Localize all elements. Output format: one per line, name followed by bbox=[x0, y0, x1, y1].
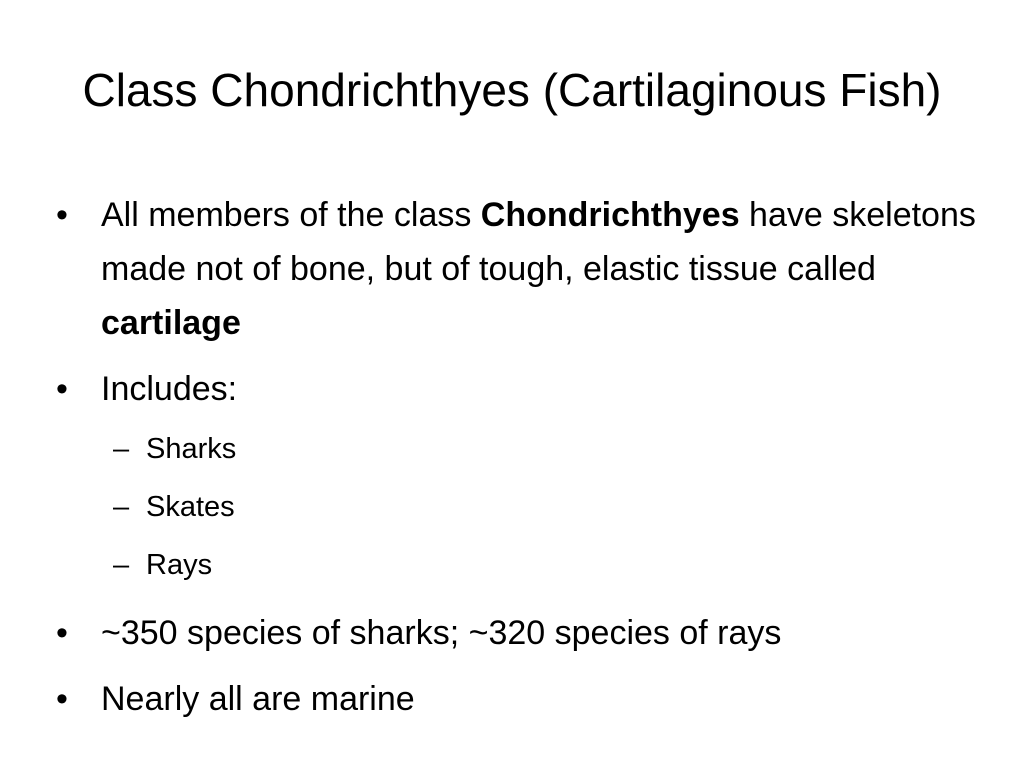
bullet-item-includes bbox=[56, 362, 976, 416]
sub-item-label: Skates bbox=[146, 491, 235, 523]
bullet-text-pre: All members of the class bbox=[101, 196, 481, 234]
bullet-text-species: ~350 species of sharks; ~320 species of rays bbox=[101, 614, 782, 652]
bullet-text-includes: Includes: bbox=[101, 370, 238, 408]
bullet-text-marine: Nearly all are marine bbox=[101, 680, 415, 718]
bullet-icon bbox=[56, 672, 86, 726]
bullet-item-species bbox=[56, 606, 976, 660]
dash-icon bbox=[113, 478, 129, 536]
sub-list bbox=[56, 420, 976, 594]
bullet-text-mid: have skeletons made not of bone, but of tough, elastic tissue called bbox=[101, 196, 976, 288]
sub-item-label: Sharks bbox=[146, 433, 237, 465]
bullet-icon bbox=[56, 362, 86, 416]
bullet-item-marine bbox=[56, 672, 976, 726]
sub-item-rays bbox=[56, 536, 976, 594]
bullet-item-cartilage bbox=[56, 188, 976, 350]
sub-item-sharks bbox=[56, 420, 976, 478]
bullet-icon bbox=[56, 606, 86, 660]
dash-icon bbox=[113, 420, 129, 478]
dash-icon bbox=[113, 536, 129, 594]
slide-title: Class Chondrichthyes (Cartilaginous Fish) bbox=[82, 64, 942, 116]
bold-term-chondrichthyes: Chondrichthyes bbox=[480, 196, 740, 234]
bullet-icon bbox=[56, 188, 86, 242]
sub-item-label: Rays bbox=[146, 549, 213, 581]
bold-term-cartilage: cartilage bbox=[101, 304, 241, 342]
slide-body bbox=[56, 188, 976, 726]
sub-item-skates bbox=[56, 478, 976, 536]
